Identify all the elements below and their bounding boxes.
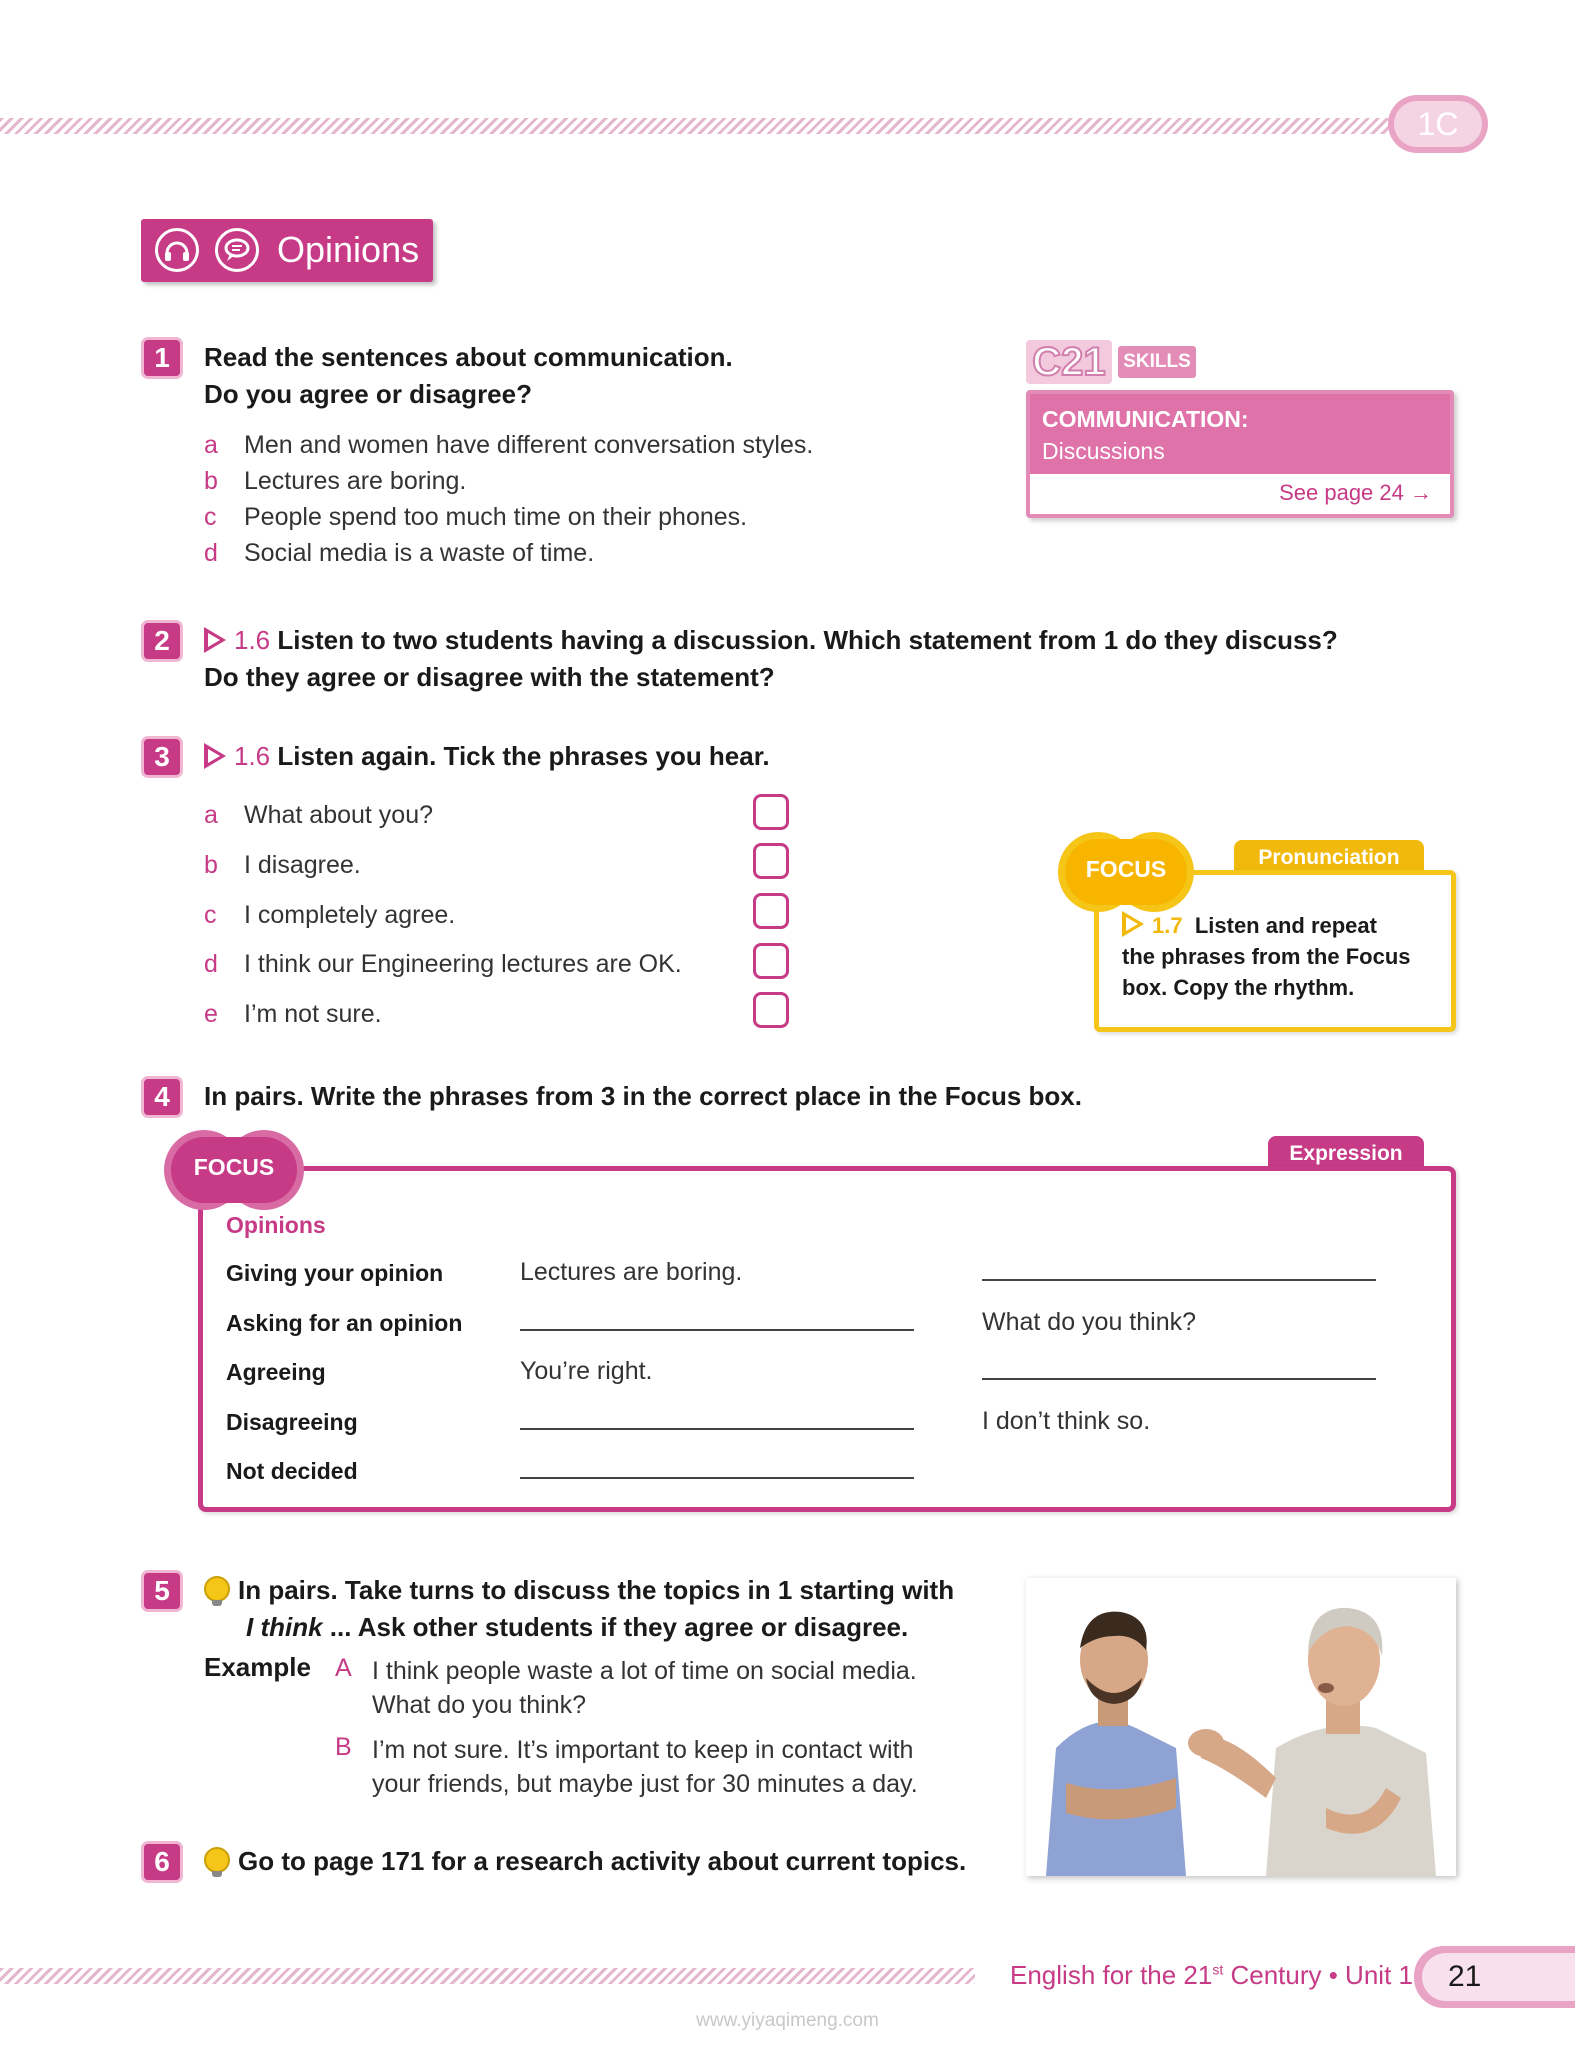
lightbulb-icon xyxy=(204,1576,230,1602)
tick-box-e[interactable] xyxy=(753,992,789,1028)
audio-play-icon[interactable] xyxy=(204,627,226,653)
track-number: 1.6 xyxy=(234,741,271,771)
exercise-5-instruction-line2 xyxy=(246,1609,908,1646)
example-a-line1: I think people waste a lot of time on social media. xyxy=(372,1657,917,1685)
example-b-line2: your friends, but maybe just for 30 minutes a day. xyxy=(372,1770,918,1798)
tick-box-c[interactable] xyxy=(753,893,789,929)
expression-focus-box xyxy=(198,1166,1456,1512)
row-label-agreeing: Agreeing xyxy=(226,1359,326,1385)
example-label: Example xyxy=(204,1652,311,1682)
exercise-3-item xyxy=(204,997,764,1031)
item-text: I completely agree. xyxy=(244,901,456,929)
exercise-1-instruction-line2: Do you agree or disagree? xyxy=(204,379,532,409)
exercise-1-item xyxy=(204,464,904,498)
exercise-3-item xyxy=(204,947,764,981)
page-number: 21 xyxy=(1422,1953,1575,2001)
example-b-line1: I’m not sure. It’s important to keep in contact with xyxy=(372,1736,914,1764)
exercise-5-number: 5 xyxy=(141,1570,183,1612)
item-letter: b xyxy=(204,851,218,879)
item-text: People spend too much time on their phones. xyxy=(244,503,748,531)
row-label-giving: Giving your opinion xyxy=(226,1260,444,1286)
exercise-6-text: Go to page 171 for a research activity about current topics. xyxy=(238,1846,967,1876)
expression-tab: Expression xyxy=(1268,1136,1424,1172)
row-label-disagreeing: Disagreeing xyxy=(226,1409,358,1435)
row-giving-col1: Lectures are boring. xyxy=(520,1258,743,1286)
exercise-2-instruction-line2: Do they agree or disagree with the statement? xyxy=(204,662,775,692)
answer-line[interactable] xyxy=(982,1279,1376,1281)
item-text: Social media is a waste of time. xyxy=(244,539,595,567)
exercise-1-item xyxy=(204,428,904,462)
pronunciation-line3: box. Copy the rhythm. xyxy=(1122,975,1355,1000)
exercise-3-item xyxy=(204,798,764,832)
pronunciation-focus-badge xyxy=(1058,832,1194,912)
exercise-5-instruction-line1 xyxy=(204,1572,954,1609)
item-text: Lectures are boring. xyxy=(244,467,467,495)
item-text: Men and women have different conversation styles. xyxy=(244,431,814,459)
item-letter: c xyxy=(204,901,217,929)
exercise-3-number: 3 xyxy=(141,736,183,778)
item-text: I disagree. xyxy=(244,851,361,879)
pronunciation-badge-label: FOCUS xyxy=(1085,856,1167,882)
two-men-discussing-photo xyxy=(1026,1578,1456,1876)
track-number: 1.6 xyxy=(234,625,271,655)
exercise-3-item xyxy=(204,898,764,932)
pronunciation-line1: Listen and repeat xyxy=(1194,913,1377,938)
item-text: I think our Engineering lectures are OK. xyxy=(244,950,682,978)
item-letter: c xyxy=(204,503,217,531)
tick-box-a[interactable] xyxy=(753,794,789,830)
exercise-2-text: Listen to two students having a discussion. Which statement from 1 do they discuss? xyxy=(277,625,1338,655)
speech-bubble-icon xyxy=(215,228,259,272)
section-header xyxy=(141,219,433,282)
exercise-1-item xyxy=(204,500,904,534)
item-text: What about you? xyxy=(244,801,434,829)
lightbulb-icon xyxy=(204,1847,230,1873)
answer-line[interactable] xyxy=(520,1329,914,1331)
item-letter: a xyxy=(204,431,218,459)
item-letter: d xyxy=(204,539,218,567)
tick-box-d[interactable] xyxy=(753,943,789,979)
tick-box-b[interactable] xyxy=(753,843,789,879)
exercise-5-text-2: ... Ask other students if they agree or disagree. xyxy=(322,1612,909,1642)
track-number: 1.7 xyxy=(1152,913,1183,938)
example-speaker-b: B xyxy=(335,1733,352,1761)
c21-logo: C21 xyxy=(1026,340,1112,384)
item-text: I’m not sure. xyxy=(244,1000,382,1028)
example-speaker-a: A xyxy=(335,1654,352,1682)
expression-badge-label: FOCUS xyxy=(193,1154,275,1180)
example-a-line2: What do you think? xyxy=(372,1691,587,1719)
item-letter: a xyxy=(204,801,218,829)
row-label-asking: Asking for an opinion xyxy=(226,1310,463,1336)
pronunciation-line2: the phrases from the Focus xyxy=(1122,944,1411,969)
top-decorative-band xyxy=(0,118,1392,134)
exercise-1-number: 1 xyxy=(141,337,183,379)
exercise-2-instruction-line1 xyxy=(204,622,1404,659)
exercise-4-instruction: In pairs. Write the phrases from 3 in the correct place in the Focus box. xyxy=(204,1081,1082,1111)
exercise-6-number: 6 xyxy=(141,1841,183,1883)
exercise-5-text-1: In pairs. Take turns to discuss the topics in 1 starting with xyxy=(238,1575,955,1605)
unit-tab xyxy=(1388,95,1488,153)
exercise-1-item xyxy=(204,536,904,570)
section-title: Opinions xyxy=(277,229,420,270)
pronunciation-tab: Pronunciation xyxy=(1234,840,1424,876)
watermark: www.yiyaqimeng.com xyxy=(696,2010,879,2031)
c21-skills-tag: SKILLS xyxy=(1118,346,1196,378)
footer-book-part1: English for the 21 xyxy=(1010,1960,1213,1990)
headphones-icon xyxy=(155,228,199,272)
item-letter: e xyxy=(204,1000,218,1028)
answer-line[interactable] xyxy=(982,1378,1376,1380)
row-label-not-decided: Not decided xyxy=(226,1458,358,1484)
audio-play-icon[interactable] xyxy=(204,743,226,769)
exercise-4-number: 4 xyxy=(141,1076,183,1118)
unit-tab-label: 1C xyxy=(1394,101,1482,147)
answer-line[interactable] xyxy=(520,1477,914,1479)
footer-book-part2: Century • Unit 1 xyxy=(1223,1960,1413,1990)
exercise-1-instruction-line1: Read the sentences about communication. xyxy=(204,342,733,372)
row-disagreeing-col2: I don’t think so. xyxy=(982,1407,1151,1435)
c21-heading: COMMUNICATION: xyxy=(1042,406,1249,432)
focus-box-heading: Opinions xyxy=(226,1212,326,1238)
row-agreeing-col1: You’re right. xyxy=(520,1357,653,1385)
answer-line[interactable] xyxy=(520,1428,914,1430)
page-number-tab xyxy=(1414,1946,1575,2008)
bottom-decorative-band xyxy=(0,1968,975,1984)
pronunciation-instructions xyxy=(1122,910,1452,1003)
c21-header-band xyxy=(1030,394,1450,474)
item-letter: b xyxy=(204,467,218,495)
c21-subheading: Discussions xyxy=(1042,438,1165,464)
c21-skills-box xyxy=(1026,340,1458,520)
row-asking-col2: What do you think? xyxy=(982,1308,1197,1336)
c21-content-box xyxy=(1026,390,1454,518)
footer-superscript: st xyxy=(1212,1961,1224,1978)
exercise-3-text: Listen again. Tick the phrases you hear. xyxy=(277,741,770,771)
exercise-3-instruction xyxy=(204,738,770,775)
exercise-5-italic: I think xyxy=(246,1612,323,1642)
exercise-3-item xyxy=(204,848,764,882)
item-letter: d xyxy=(204,950,218,978)
c21-page-link[interactable]: See page 24 → xyxy=(1279,480,1432,505)
expression-focus-badge xyxy=(164,1130,304,1210)
audio-play-icon[interactable] xyxy=(1122,911,1144,937)
footer-book-title xyxy=(1010,1960,1413,1991)
exercise-6-instruction xyxy=(204,1843,966,1880)
exercise-2-number: 2 xyxy=(141,620,183,662)
